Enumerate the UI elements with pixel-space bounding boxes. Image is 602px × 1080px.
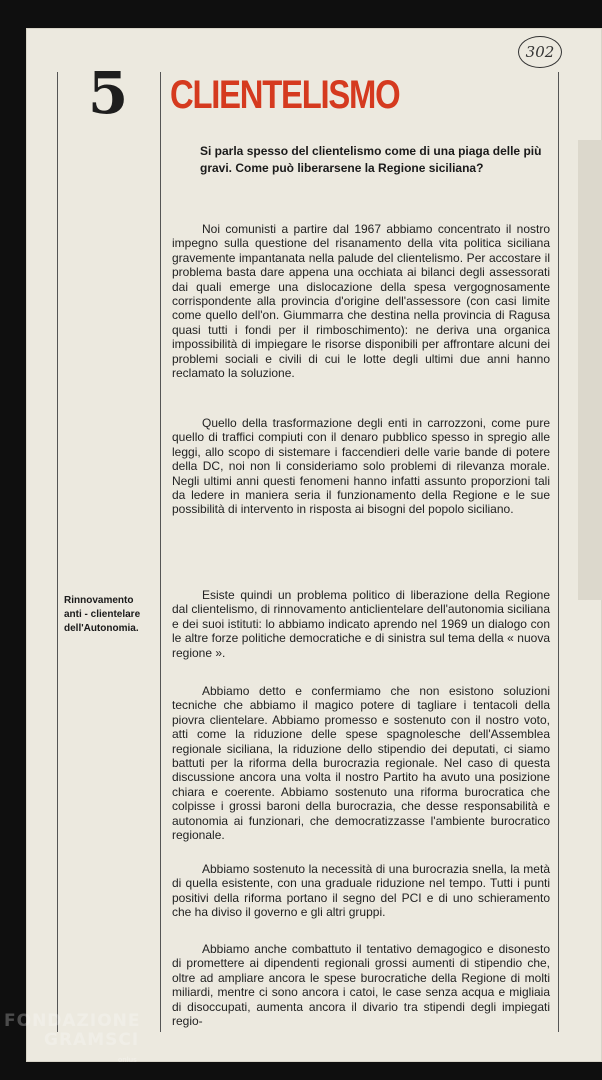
chapter-title: CLIENTELISMO [170,73,400,117]
paragraph-6: Abbiamo anche combattuto il tentativo demagogico e disonesto di promettere ai dipendenti regionali grossi aumenti di stipendio che, oltre ad ampliare ancora le spese burocratiche della Regione di molti miliardi, mentre ci sono ancora i catoi, le case senza acqua e migliaia di disoccupati, aumenta ancora il divario tra stipendi degli impiegati regio- [172,942,550,1029]
interview-question: Si parla spesso del clientelismo come di una piaga delle più gravi. Come può liberarsene la Regione siciliana? [200,144,542,175]
left-column-rule [57,72,58,1032]
chapter-number: 5 [87,59,129,127]
sidenote-line: anti - clientelare [64,609,141,620]
paragraph-1: Noi comunisti a partire dal 1967 abbiamo concentrato il nostro impegno sulla questione del risanamento della vita politica siciliana gravemente impantanata nella palude del clientelismo. Per accostare il problema basta dare appena una occhiata ai bilanci degli assessorati dai quali emerge una dislocazione della spesa vergognosamente corrispondente alla provincia d'origine dell'assessore (con casi limite come quello dell'on. Giummarra che destina nella provincia di Ragusa quasi tutti i fondi per il rimboschimento): ne deriva una organica impossibilità di impiegare le risorse disponibili per affrontare alcuni dei problemi sociali e civili di cui le lotte degli ultimi due anni hanno reclamato la soluzione. [172,222,550,381]
watermark-logo [4,1012,154,1050]
paragraph-4: Abbiamo detto e confermiamo che non esistono soluzioni tecniche che abbiamo il magico potere di tagliare i tentacoli della piovra clientelare. Abbiamo promesso e sostenuto con il nostro voto, atti come la riduzione delle spese spagnolesche dell'Assemblea regionale siciliana, la riduzione dello stipendio dei deputati, ci siamo battuti per la riforma della burocrazia regionale. Nel caso di questa discussione ancora una volta il nostro Partito ha avuto una posizione chiara e coerente. Abbiamo sostenuto una riforma burocratica che colpisse i grossi baroni della burocrazia, che desse responsabilità e autonomia ai funzionari, che democratizzasse l'ambiente burocratico regionale. [172,684,550,843]
watermark-line: GRAMSCI [44,1030,140,1050]
watermark-subtitle: onlus [118,1056,137,1064]
sidenote-line: dell'Autonomia. [64,623,139,634]
right-column-rule [558,72,559,1032]
paragraph-3: Esiste quindi un problema politico di liberazione della Regione dal clientelismo, di rinnovamento anticlientelare dell'autonomia siciliana e dei suoi istituti: lo abbiamo indicato aprendo nel 1969 un dialogo con le altre forze politiche democratiche e di sinistra sul tema della « nuova regione ». [172,588,550,660]
watermark-line: FONDAZIONE [4,1011,141,1031]
paragraph-2: Quello della trasformazione degli enti in carrozzoni, come pure quello di traffici compiuti con il denaro pubblico spesso in spregio alle leggi, allo scopo di sistemare i faccendieri delle varie bande di potere della DC, noi non li consideriamo solo problemi di rilevanza morale. Negli ultimi anni questi fenomeni hanno infatti assunto proporzioni tali da ledere in maniera seria il funzionamento della Regione e le sue possibilità di intervento in risposta ai bisogni del popolo siciliano. [172,416,550,517]
adjacent-page-edge [578,140,602,600]
archive-number-stamp: 302 [518,36,562,68]
middle-column-rule [160,72,161,1032]
sidenote [64,594,156,636]
sidenote-line: Rinnovamento [64,595,134,606]
paragraph-5: Abbiamo sostenuto la necessità di una burocrazia snella, la metà di quella esistente, con una graduale riduzione nel tempo. Tutti i punti positivi della riforma portano il segno del PCI e di uno schieramento che ha diviso il governo e gli altri gruppi. [172,862,550,920]
